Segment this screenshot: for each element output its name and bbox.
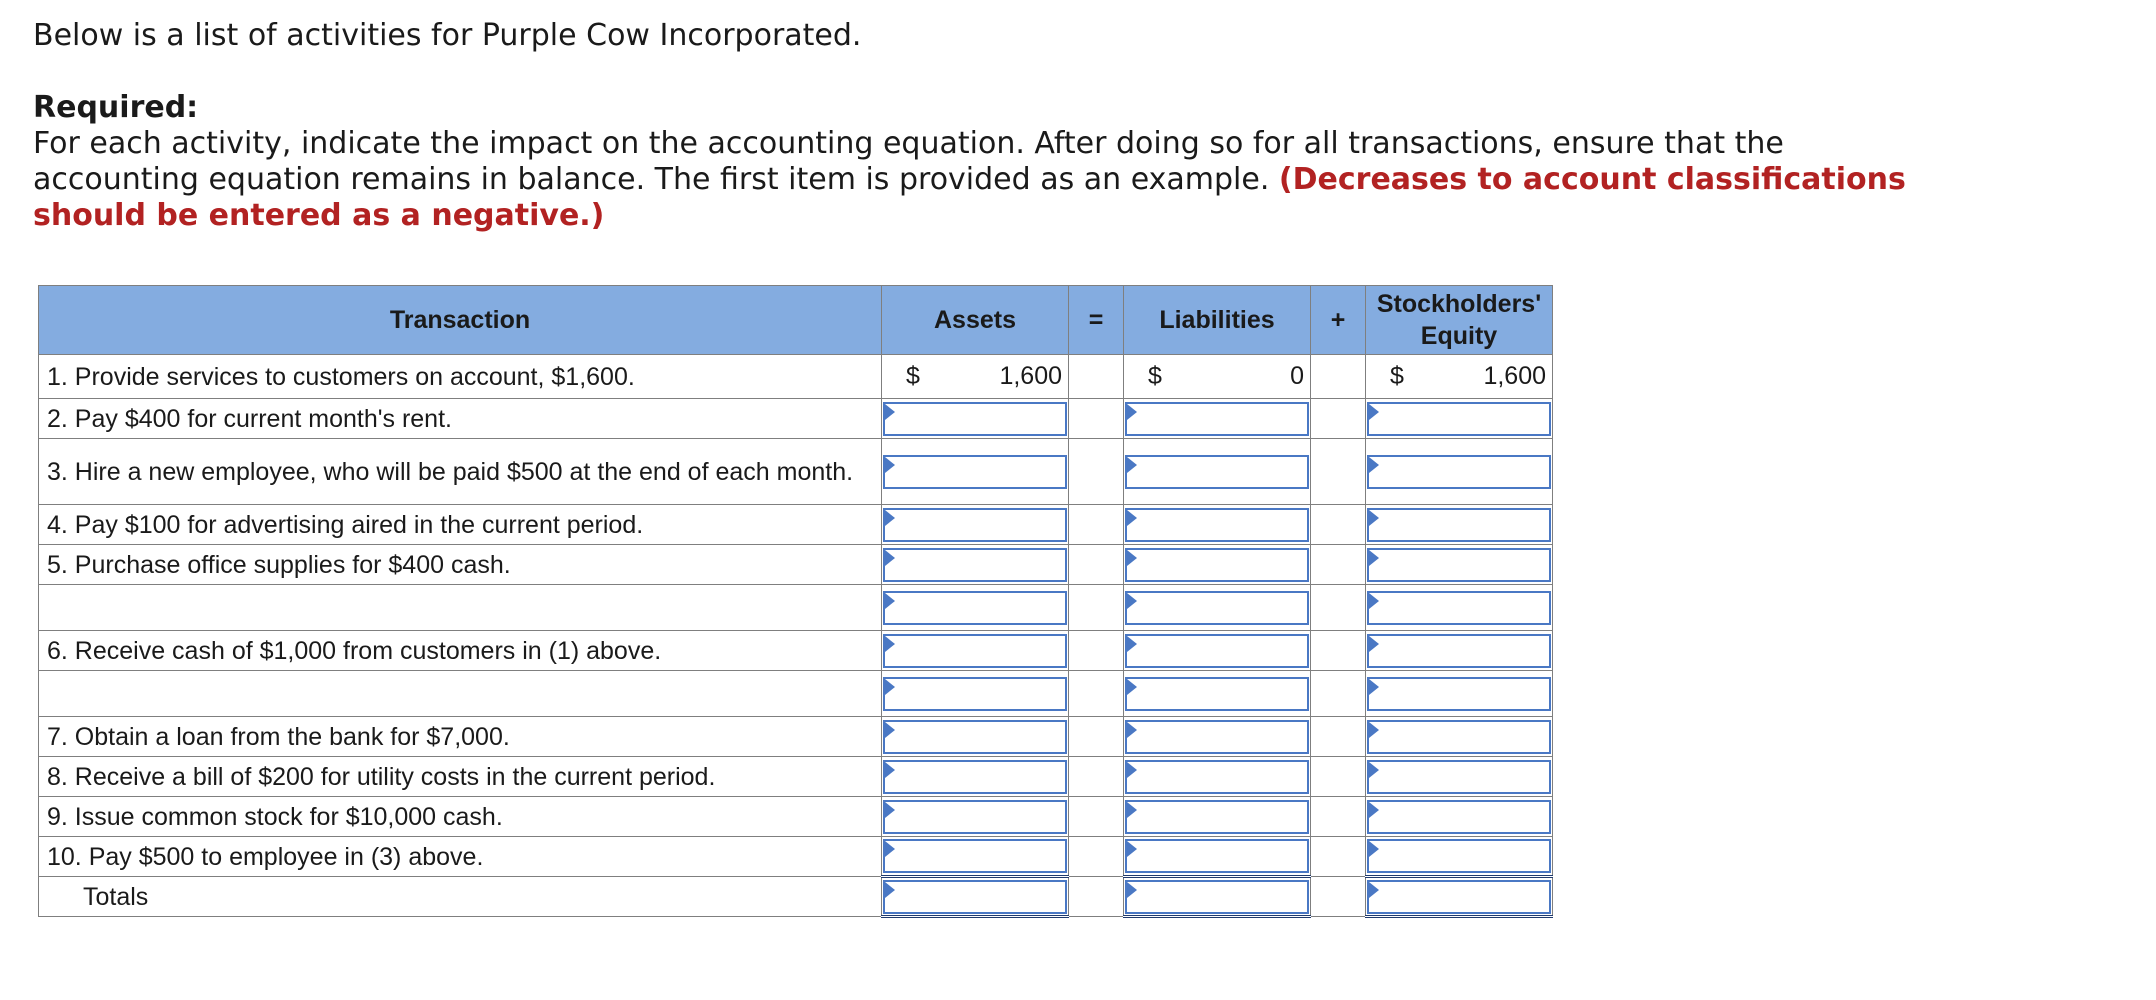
assets-input[interactable] [885, 679, 1069, 709]
assets-cell [882, 631, 1069, 671]
transaction-row [39, 797, 1553, 837]
transaction-row [39, 717, 1553, 757]
plus-spacer [1311, 631, 1366, 671]
intro-text: Below is a list of activities for Purple Cow Incorporated. [33, 18, 862, 53]
equals-spacer [1069, 399, 1124, 439]
plus-spacer [1311, 505, 1366, 545]
equity-input[interactable] [1369, 762, 1553, 792]
assets-input-wrapper [883, 720, 1067, 754]
assets-cell [882, 545, 1069, 585]
equity-input-wrapper [1367, 720, 1551, 754]
assets-input-wrapper [883, 760, 1067, 794]
liabilities-input[interactable] [1127, 762, 1311, 792]
example-equity-value: 1,600 [1483, 362, 1546, 390]
header-liabilities: Liabilities [1124, 286, 1311, 355]
example-liabilities-cell [1124, 355, 1311, 399]
example-equity-currency: $ [1390, 362, 1404, 390]
liabilities-input[interactable] [1127, 722, 1311, 752]
equals-spacer [1069, 837, 1124, 877]
equity-input[interactable] [1369, 593, 1553, 623]
total-liabilities-cell [1124, 877, 1311, 917]
assets-input-wrapper [883, 548, 1067, 582]
liabilities-cell [1124, 631, 1311, 671]
assets-input[interactable] [885, 457, 1069, 487]
equity-cell [1366, 757, 1553, 797]
equals-spacer [1069, 671, 1124, 717]
transaction-description [39, 671, 882, 717]
plus-spacer [1311, 585, 1366, 631]
liabilities-input-wrapper [1125, 591, 1309, 625]
liabilities-input[interactable] [1127, 404, 1311, 434]
liabilities-cell [1124, 717, 1311, 757]
liabilities-input-wrapper [1125, 839, 1309, 873]
liabilities-cell [1124, 585, 1311, 631]
transaction-row [39, 505, 1553, 545]
assets-cell [882, 837, 1069, 877]
transaction-row [39, 545, 1553, 585]
transaction-row [39, 631, 1553, 671]
transaction-row [39, 837, 1553, 877]
assets-cell [882, 717, 1069, 757]
required-instructions [33, 126, 1933, 234]
equals-spacer [1069, 757, 1124, 797]
example-equity-cell [1366, 355, 1553, 399]
liabilities-input-wrapper [1125, 402, 1309, 436]
equity-cell [1366, 837, 1553, 877]
transaction-description: 4. Pay $100 for advertising aired in the current period. [39, 505, 882, 545]
assets-input[interactable] [885, 636, 1069, 666]
equity-input-wrapper [1367, 839, 1551, 873]
assets-input-wrapper [883, 800, 1067, 834]
transaction-description: 5. Purchase office supplies for $400 cash. [39, 545, 882, 585]
liabilities-input[interactable] [1127, 457, 1311, 487]
transaction-description: 9. Issue common stock for $10,000 cash. [39, 797, 882, 837]
assets-input[interactable] [885, 404, 1069, 434]
assets-input-wrapper [883, 508, 1067, 542]
transaction-row [39, 757, 1553, 797]
equals-spacer [1069, 717, 1124, 757]
plus-spacer [1311, 757, 1366, 797]
assets-input[interactable] [885, 510, 1069, 540]
assets-input[interactable] [885, 550, 1069, 580]
total-assets-cell [882, 877, 1069, 917]
assets-input-wrapper [883, 677, 1067, 711]
equity-input[interactable] [1369, 802, 1553, 832]
liabilities-input[interactable] [1127, 802, 1311, 832]
header-assets: Assets [882, 286, 1069, 355]
plus-spacer [1311, 545, 1366, 585]
header-equals-sign: = [1069, 286, 1124, 355]
transaction-description: 7. Obtain a loan from the bank for $7,000. [39, 717, 882, 757]
equity-input[interactable] [1369, 457, 1553, 487]
equity-cell [1366, 505, 1553, 545]
assets-input-wrapper [883, 634, 1067, 668]
total-liabilities-input[interactable] [1127, 882, 1311, 912]
equals-spacer [1069, 505, 1124, 545]
example-assets-cell [882, 355, 1069, 399]
required-title: Required: [33, 90, 199, 125]
example-liabilities-value: 0 [1290, 362, 1304, 390]
assets-cell [882, 505, 1069, 545]
transaction-row [39, 439, 1553, 505]
equals-spacer [1069, 797, 1124, 837]
transaction-description: 10. Pay $500 to employee in (3) above. [39, 837, 882, 877]
plus-spacer [1311, 717, 1366, 757]
equity-input[interactable] [1369, 510, 1553, 540]
total-assets-input[interactable] [885, 882, 1069, 912]
transaction-row [39, 399, 1553, 439]
header-plus-sign: + [1311, 286, 1366, 355]
liabilities-input[interactable] [1127, 636, 1311, 666]
equals-spacer [1069, 545, 1124, 585]
assets-cell [882, 439, 1069, 505]
liabilities-cell [1124, 439, 1311, 505]
assets-input[interactable] [885, 593, 1069, 623]
equity-cell [1366, 631, 1553, 671]
transaction-description: 3. Hire a new employee, who will be paid $500 at the end of each month. [39, 439, 882, 505]
liabilities-input[interactable] [1127, 841, 1311, 871]
liabilities-input[interactable] [1127, 679, 1311, 709]
transaction-description: 2. Pay $400 for current month's rent. [39, 399, 882, 439]
equity-cell [1366, 797, 1553, 837]
assets-cell [882, 399, 1069, 439]
equity-cell [1366, 671, 1553, 717]
equity-input[interactable] [1369, 841, 1553, 871]
example-liabilities-currency: $ [1148, 362, 1162, 390]
liabilities-input-wrapper [1125, 548, 1309, 582]
equity-cell [1366, 399, 1553, 439]
equity-input-wrapper [1367, 591, 1551, 625]
assets-cell [882, 585, 1069, 631]
assets-input[interactable] [885, 802, 1069, 832]
liabilities-input-wrapper [1125, 508, 1309, 542]
plus-spacer [1311, 877, 1366, 917]
plus-spacer [1311, 399, 1366, 439]
plus-spacer [1311, 671, 1366, 717]
equity-input-wrapper [1367, 800, 1551, 834]
required-section [33, 90, 1933, 234]
example-description: 1. Provide services to customers on account, $1,600. [39, 355, 882, 399]
equals-spacer [1069, 585, 1124, 631]
totals-label: Totals [39, 877, 882, 917]
equity-input[interactable] [1369, 636, 1553, 666]
liabilities-input-wrapper [1125, 634, 1309, 668]
required-text: For each activity, indicate the impact on the accounting equation. After doing so for all transactions, ensure that the accounting equation remains in balance. The first item is provided as an example. [33, 126, 1784, 197]
assets-input-wrapper [883, 402, 1067, 436]
assets-input[interactable] [885, 762, 1069, 792]
equity-input[interactable] [1369, 404, 1553, 434]
header-stockholders-equity: Stockholders' Equity [1366, 286, 1553, 355]
equity-input[interactable] [1369, 722, 1553, 752]
plus-spacer [1311, 355, 1366, 399]
transaction-description: 8. Receive a bill of $200 for utility costs in the current period. [39, 757, 882, 797]
liabilities-input-wrapper [1125, 455, 1309, 489]
liabilities-input[interactable] [1127, 550, 1311, 580]
assets-cell [882, 797, 1069, 837]
assets-input-wrapper [883, 839, 1067, 873]
assets-cell [882, 757, 1069, 797]
equity-input-wrapper [1367, 402, 1551, 436]
transaction-row [39, 671, 1553, 717]
example-assets-value: 1,600 [999, 362, 1062, 390]
required-note: (Decreases to account classifications should be entered as a negative.) [33, 162, 1906, 233]
assets-cell [882, 671, 1069, 717]
liabilities-input[interactable] [1127, 593, 1311, 623]
equals-spacer [1069, 439, 1124, 505]
assets-input[interactable] [885, 841, 1069, 871]
equity-input[interactable] [1369, 550, 1553, 580]
total-equity-cell [1366, 877, 1553, 917]
liabilities-cell [1124, 505, 1311, 545]
equity-cell [1366, 439, 1553, 505]
equity-input-wrapper [1367, 634, 1551, 668]
total-equity-input[interactable] [1369, 882, 1553, 912]
equity-input-wrapper [1367, 548, 1551, 582]
assets-input[interactable] [885, 722, 1069, 752]
transaction-description: 6. Receive cash of $1,000 from customers in (1) above. [39, 631, 882, 671]
equals-spacer [1069, 355, 1124, 399]
example-row [39, 355, 1553, 399]
plus-spacer [1311, 837, 1366, 877]
header-row [39, 286, 1553, 355]
equity-cell [1366, 585, 1553, 631]
equity-input-wrapper [1367, 508, 1551, 542]
equals-spacer [1069, 631, 1124, 671]
plus-spacer [1311, 797, 1366, 837]
total-equity-input-wrapper [1367, 880, 1551, 914]
liabilities-cell [1124, 671, 1311, 717]
total-liabilities-input-wrapper [1125, 880, 1309, 914]
equity-input-wrapper [1367, 455, 1551, 489]
total-assets-input-wrapper [883, 880, 1067, 914]
equity-input[interactable] [1369, 679, 1553, 709]
equity-input-wrapper [1367, 760, 1551, 794]
liabilities-input[interactable] [1127, 510, 1311, 540]
liabilities-cell [1124, 545, 1311, 585]
assets-input-wrapper [883, 455, 1067, 489]
totals-row [39, 877, 1553, 917]
example-assets-currency: $ [906, 362, 920, 390]
liabilities-input-wrapper [1125, 720, 1309, 754]
liabilities-cell [1124, 837, 1311, 877]
header-transaction: Transaction [39, 286, 882, 355]
equity-cell [1366, 545, 1553, 585]
liabilities-cell [1124, 757, 1311, 797]
liabilities-input-wrapper [1125, 677, 1309, 711]
plus-spacer [1311, 439, 1366, 505]
liabilities-input-wrapper [1125, 760, 1309, 794]
equity-input-wrapper [1367, 677, 1551, 711]
liabilities-cell [1124, 797, 1311, 837]
liabilities-cell [1124, 399, 1311, 439]
transaction-description [39, 585, 882, 631]
transaction-row [39, 585, 1553, 631]
equity-cell [1366, 717, 1553, 757]
assets-input-wrapper [883, 591, 1067, 625]
liabilities-input-wrapper [1125, 800, 1309, 834]
equals-spacer [1069, 877, 1124, 917]
accounting-equation-table [38, 285, 1553, 918]
